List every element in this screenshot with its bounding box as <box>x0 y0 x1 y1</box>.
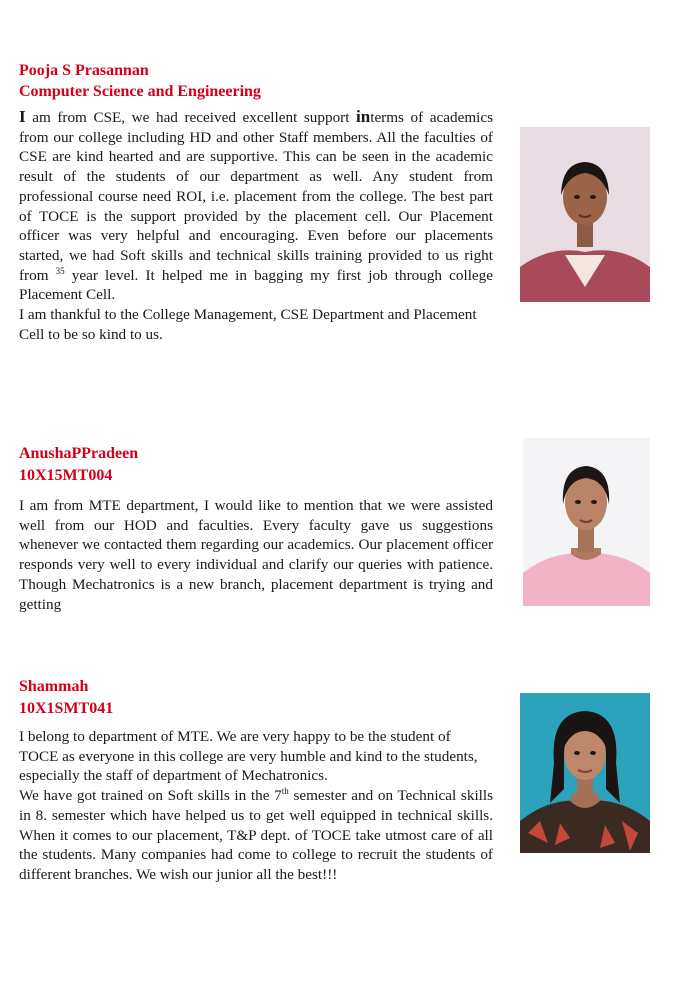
paragraph-text: terms of academics from our college including HD and other Staff members. All the faculties of CSE are kind hearted and are supportive. This can be seen in the academic result of the students of our department as well. Any student from professional course need ROI, i.e. placement from the college. The best part of TOCE is the support provided by the placement cell. Our Placement officer was very helpful and encouraging. Even before our placements started, we had Soft skills and technical skills training provided to us right from <box>19 109 494 284</box>
drop-cap: I <box>19 107 26 126</box>
student-photo <box>520 693 650 853</box>
testimonial-body <box>19 727 493 885</box>
student-photo <box>520 127 650 302</box>
paragraph-text: year level. It helped me in bagging my first job through college Placement Cell. <box>19 266 493 304</box>
testimonial-paragraph <box>19 107 493 305</box>
student-name: Pooja S Prasannan <box>19 62 149 79</box>
student-id: 10X1SMT041 <box>19 700 114 717</box>
student-name: AnushaPPradeen <box>19 445 139 462</box>
testimonial-paragraph: I belong to department of MTE. We are very happy to be the student of TOCE as everyone in this college are very humble and kind to the students, especially the staff of department of Mechatronics. <box>19 728 478 785</box>
testimonial-paragraph <box>19 786 493 885</box>
student-name: Shammah <box>19 678 89 695</box>
paragraph-text: am from CSE, we had received excellent support <box>32 109 357 126</box>
student-id: 10X15MT004 <box>19 467 113 484</box>
paragraph-text: We have got trained on Soft skills in the 7 <box>19 787 282 805</box>
student-photo <box>523 438 650 606</box>
paragraph-text: in <box>356 107 371 126</box>
superscript: 35 <box>55 265 65 276</box>
superscript: th <box>281 786 289 797</box>
testimonial-paragraph: I am thankful to the College Management, CSE Department and Placement Cell to be so kind to us. <box>19 306 477 343</box>
testimonial-body <box>19 496 493 614</box>
student-department: Computer Science and Engineering <box>19 83 261 100</box>
testimonial-paragraph: I am from MTE department, I would like to mention that we were assisted well from our HOD and faculties. Every faculty gave us suggestions whenever we contacted them regarding our academics. Our placement officer responds very well to every individual and clarify our queries with patience. Though Mechatronics is a new branch, placement department is trying and getting <box>19 497 493 613</box>
testimonial-body <box>19 107 493 344</box>
paragraph-text: semester and on Technical skills in 8. semester which have helped us to get well equipped in technical skills. When it comes to our placement, T&P dept. of TOCE take utmost care of all the students. Many companies had come to college to recruit the students of different branches. We wish our junior all the best!!! <box>19 787 494 883</box>
